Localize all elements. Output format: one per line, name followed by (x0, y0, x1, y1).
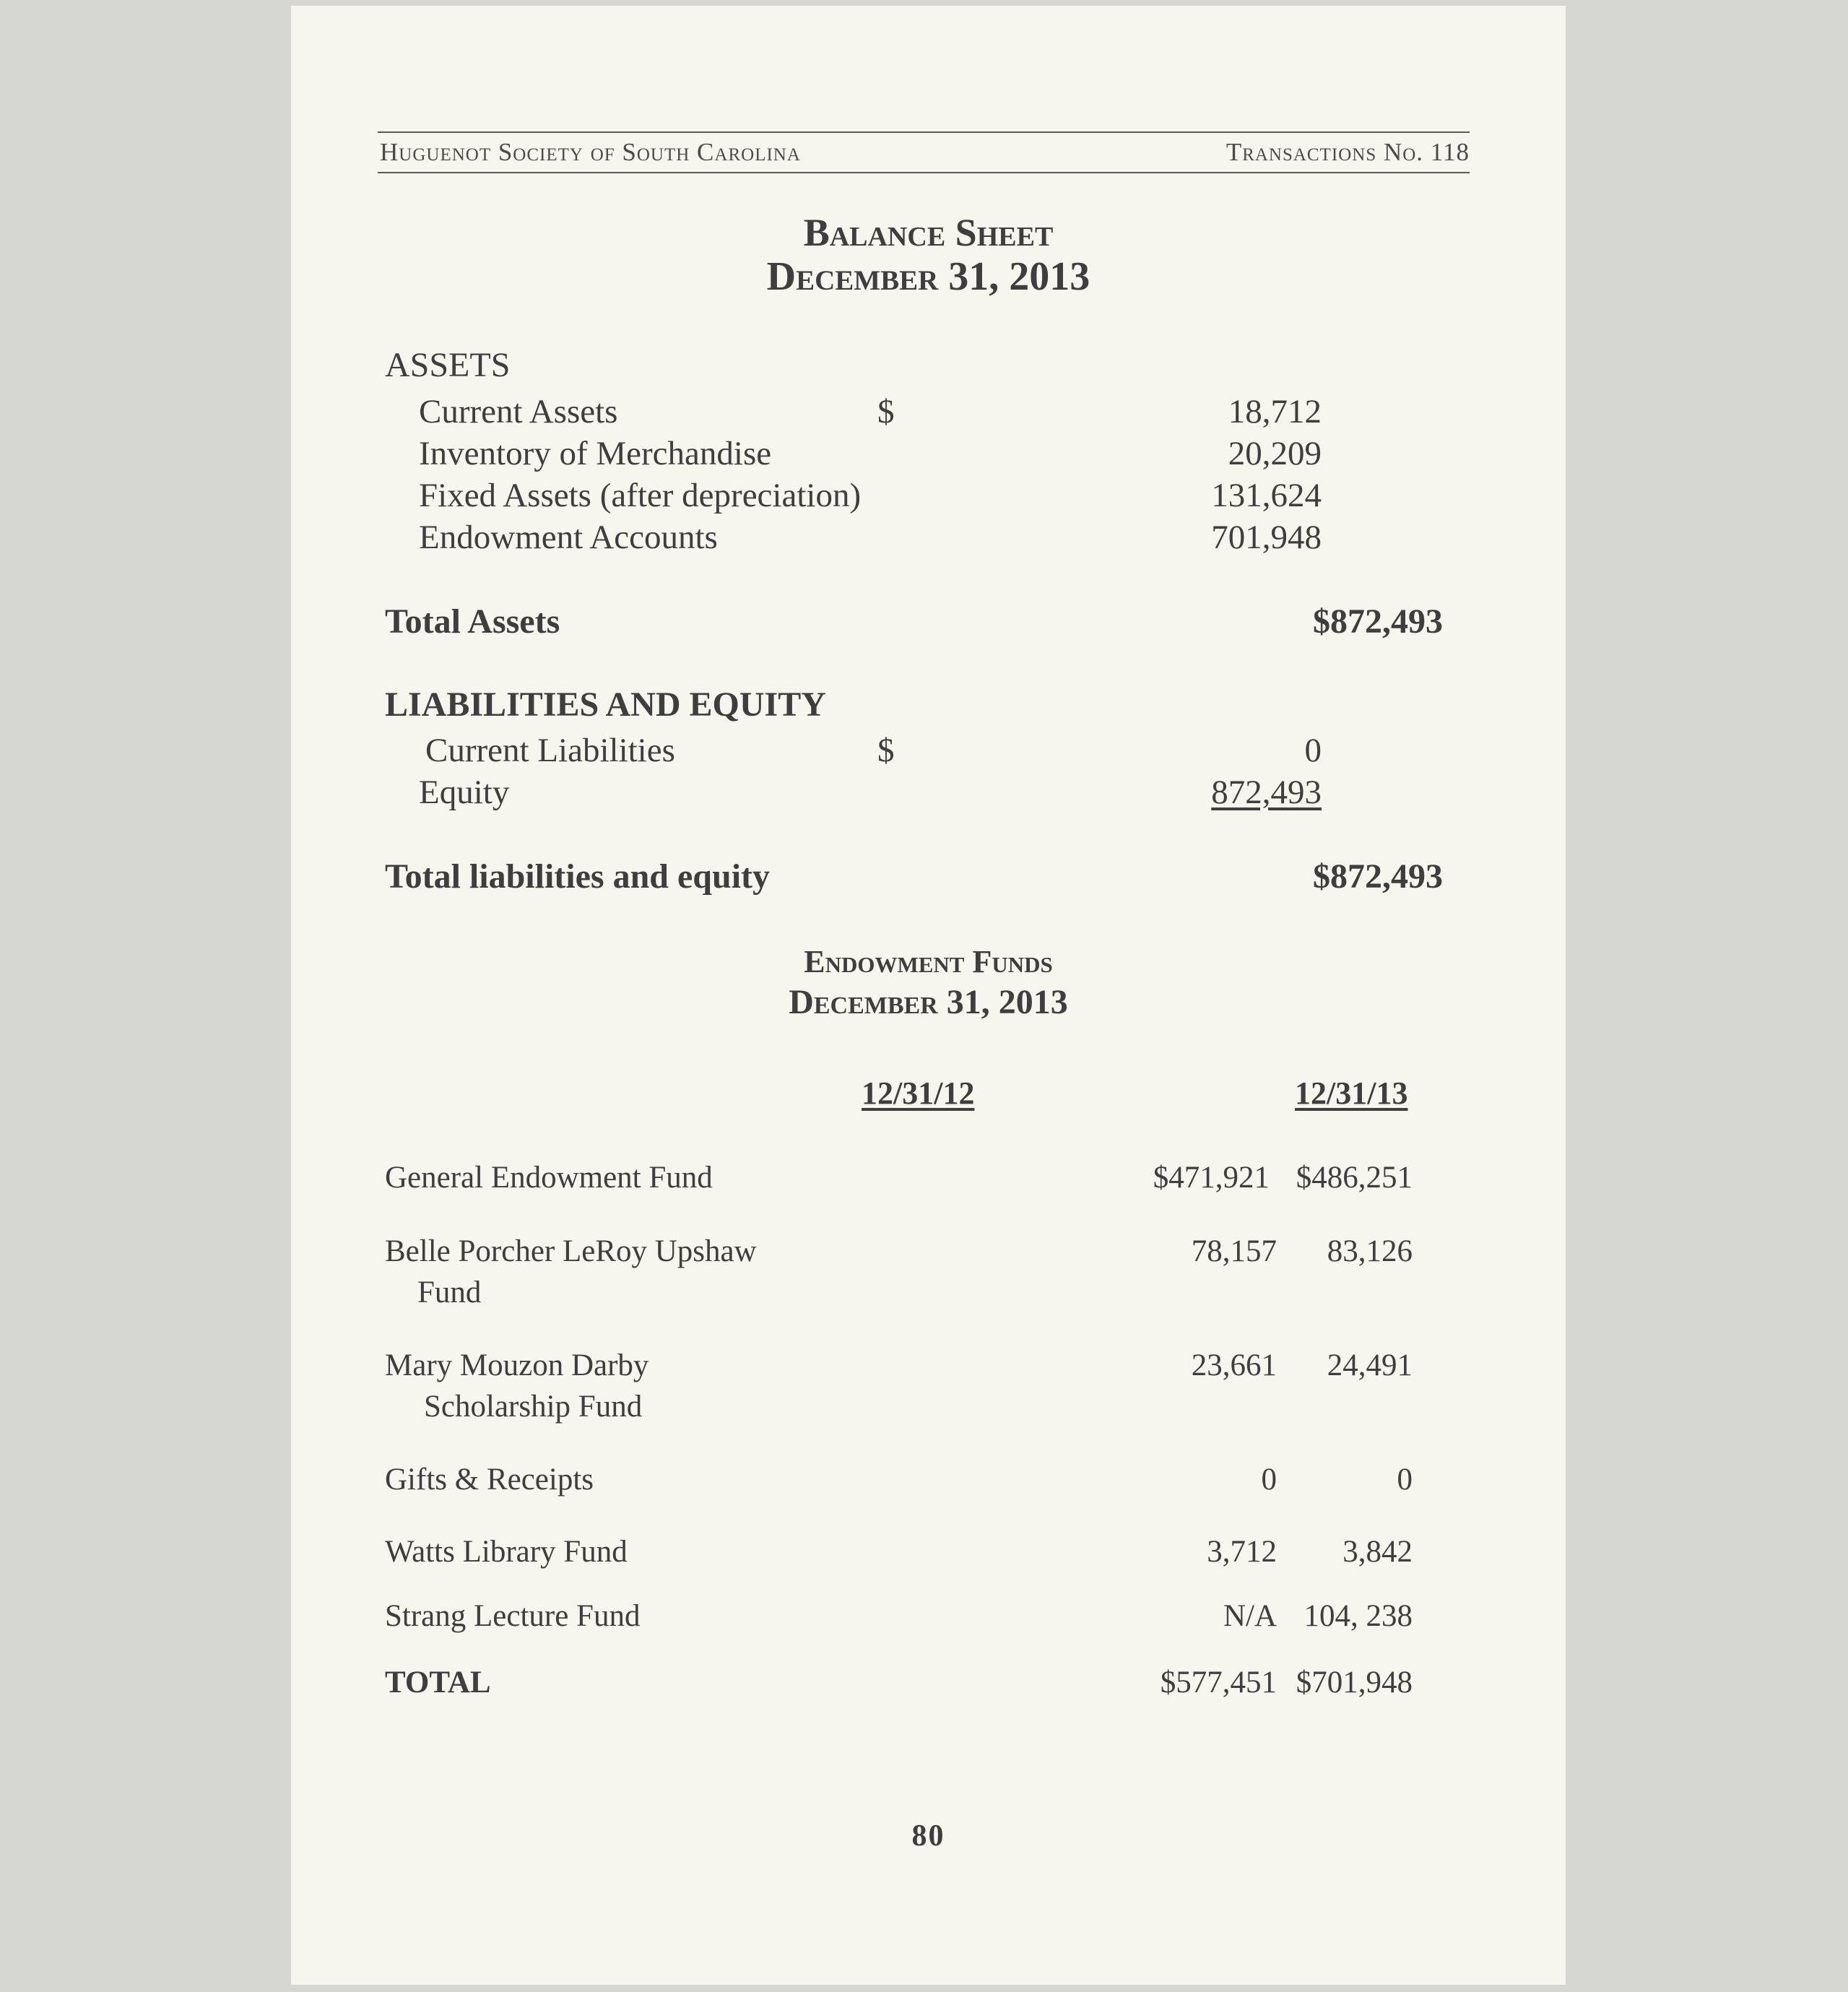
total-liabilities-value: $872,493 (1313, 857, 1443, 896)
asset-currency: $ (877, 393, 895, 430)
fund-value-2012: 3,712 (1207, 1535, 1277, 1569)
asset-value: 20,209 (1228, 435, 1322, 472)
asset-value: 131,624 (1211, 477, 1322, 514)
header-top-rule (378, 131, 1470, 133)
fund-value-2013: 0 (1397, 1463, 1413, 1497)
balance-sheet-date: December 31, 2013 (766, 254, 1090, 299)
liability-currency: $ (877, 732, 895, 769)
endowment-date: December 31, 2013 (789, 983, 1068, 1021)
asset-label: Endowment Accounts (419, 519, 718, 556)
fund-value-2013: 24,491 (1327, 1348, 1413, 1382)
running-header-left: Huguenot Society of South Carolina (380, 138, 801, 166)
running-header-right: Transactions No. 118 (1226, 138, 1470, 166)
fund-value-2012: $471,921 (1153, 1161, 1270, 1195)
fund-value-2012: 78,157 (1191, 1234, 1277, 1268)
endowment-title: Endowment Funds (804, 944, 1053, 979)
balance-sheet-title: Balance Sheet (803, 211, 1054, 254)
fund-value-2013: 83,126 (1327, 1234, 1413, 1268)
liability-value: 0 (1304, 732, 1322, 769)
fund-name: Mary Mouzon Darby (385, 1348, 649, 1382)
liability-label: Equity (419, 774, 510, 811)
total-assets-label: Total Assets (385, 602, 560, 641)
fund-value-2013: $486,251 (1296, 1161, 1413, 1195)
liability-label: Current Liabilities (425, 732, 675, 769)
assets-heading: ASSETS (385, 346, 511, 384)
fund-value-2012: 0 (1261, 1463, 1277, 1497)
total-value-2012: $577,451 (1160, 1666, 1277, 1699)
column-header-2013: 12/31/13 (1295, 1075, 1408, 1111)
fund-value-2012: 23,661 (1191, 1348, 1277, 1382)
fund-name: Gifts & Receipts (385, 1463, 594, 1497)
total-liabilities-label: Total liabilities and equity (385, 857, 771, 896)
fund-value-2012: N/A (1223, 1599, 1277, 1633)
asset-value: 701,948 (1211, 519, 1322, 556)
asset-label: Fixed Assets (after depreciation) (419, 477, 862, 514)
asset-label: Current Assets (419, 393, 618, 430)
total-value-2013: $701,948 (1296, 1666, 1413, 1699)
total-label: TOTAL (385, 1666, 491, 1699)
fund-name: Strang Lecture Fund (385, 1599, 641, 1633)
fund-name-continued: Fund (417, 1276, 482, 1309)
column-header-2012: 12/31/12 (862, 1075, 975, 1111)
fund-name-continued: Scholarship Fund (424, 1390, 643, 1424)
fund-name: General Endowment Fund (385, 1161, 713, 1195)
header-bottom-rule (378, 172, 1470, 173)
liabilities-heading: LIABILITIES AND EQUITY (385, 685, 826, 724)
fund-value-2013: 3,842 (1342, 1535, 1413, 1569)
document-page (291, 6, 1566, 1985)
fund-value-2013: 104, 238 (1303, 1599, 1413, 1633)
fund-name: Watts Library Fund (385, 1535, 628, 1569)
asset-value: 18,712 (1228, 393, 1322, 430)
total-assets-value: $872,493 (1313, 602, 1443, 641)
asset-label: Inventory of Merchandise (419, 435, 772, 472)
page-number: 80 (911, 1819, 945, 1853)
fund-name: Belle Porcher LeRoy Upshaw (385, 1234, 757, 1268)
liability-value: 872,493 (1211, 774, 1322, 811)
